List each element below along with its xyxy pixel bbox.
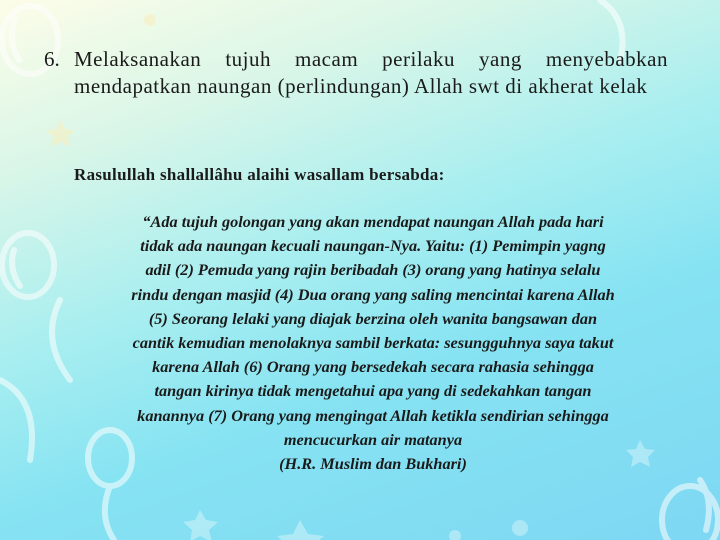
quote-line: (5) Seorang lelaki yang diajak berzina oleh wanita bangsawan dan (148, 308, 598, 328)
quote-line: tidak ada naungan kecuali naungan-Nya. Yaitu: (1) Pemimpin yagng (140, 236, 606, 256)
hadith-quote (66, 210, 680, 476)
quote-line: mencucurkan air matanya (283, 429, 463, 449)
heading (44, 46, 668, 100)
quote-line: tangan kirinya tidak mengetahui apa yang di sedekahkan tangan (154, 381, 592, 401)
quote-line: karena Allah (6) Orang yang bersedekah secara rahasia sehingga (152, 357, 594, 377)
intro-text: Rasulullah shallallâhu alaihi wasallam bersabda: (74, 165, 445, 184)
quote-source: (H.R. Muslim dan Bukhari) (279, 454, 467, 474)
quote-line: “Ada tujuh golongan yang akan mendapat naungan Allah pada hari (142, 212, 604, 231)
quote-line: cantik kemudian menolaknya sambil berkata: sesungguhnya saya takut (132, 333, 614, 353)
heading-number: 6. (44, 47, 60, 71)
quote-line: adil (2) Pemuda yang rajin beribadah (3) orang yang hatinya selalu (145, 260, 601, 280)
heading-text: Melaksanakan tujuh macam perilaku yang menyebabkan mendapatkan naungan (perlindungan) Allah swt di akherat kelak (74, 47, 668, 98)
quote-line: rindu dengan masjid (4) Dua orang yang saling mencintai karena Allah (131, 284, 615, 304)
quote-line: kanannya (7) Orang yang mengingat Allah ketikla sendirian sehingga (137, 405, 609, 425)
